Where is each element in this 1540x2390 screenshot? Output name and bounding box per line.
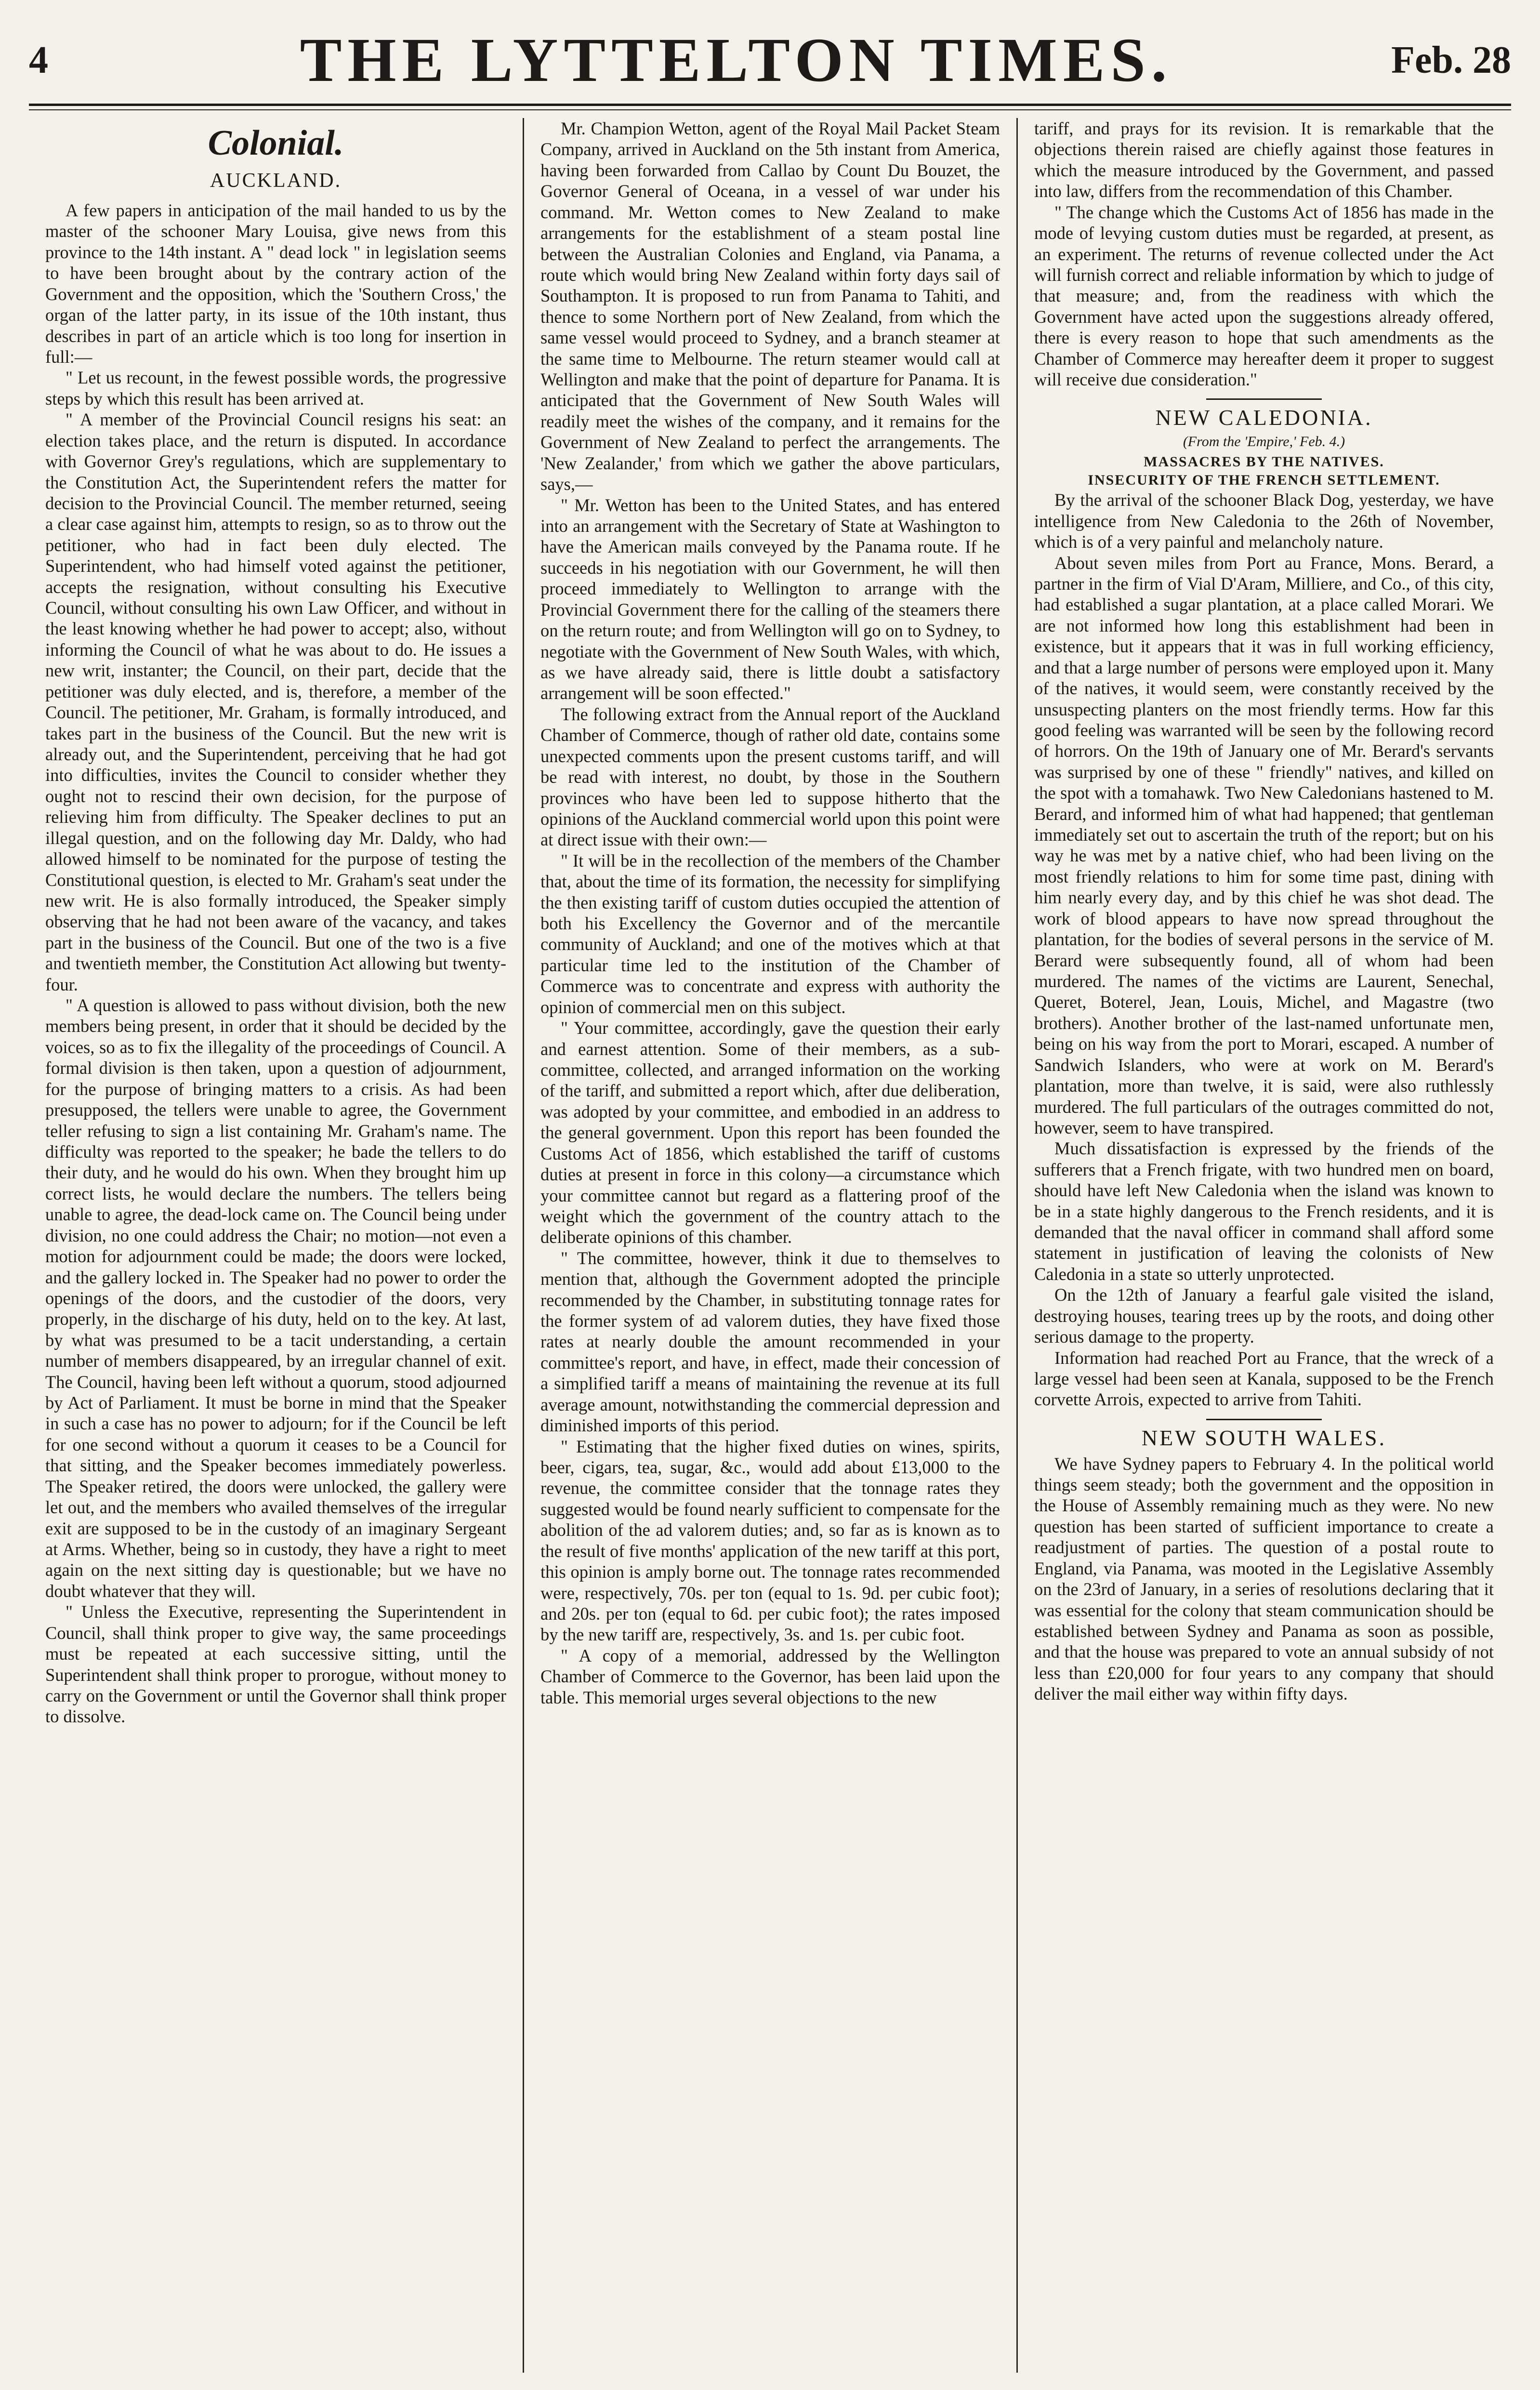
column-2	[523, 118, 1016, 2373]
paragraph: By the arrival of the schooner Black Dog, yesterday, we have intelligence from New Caledonia to the 26th of November, which is of a very painful and melancholy nature.	[1034, 490, 1494, 552]
paragraph: The following extract from the Annual report of the Auckland Chamber of Commerce, though of rather old date, contains some unexpected comments upon the present customs tariff, and will be read with interest, no doubt, by those in the Southern provinces who have been led to suppose hitherto that the opinions of the Auckland commercial world upon this point were at direct issue with their own:—	[540, 704, 1000, 850]
paragraph: Mr. Champion Wetton, agent of the Royal Mail Packet Steam Company, arrived in Auckland on the 5th instant from America, having been forwarded from Callao by Count Du Bouzet, the Governor General of Oceana, in a vessel of war under his command. Mr. Wetton comes to New Zealand to make arrangements for the establishment of a steam postal line between the Australian Colonies and England, via Panama, a route which would bring New Zealand within forty days sail of Southampton. It is proposed to run from Panama to Tahiti, and thence to some Northern port of New Zealand, from which the same vessel would proceed to Sydney, and a branch steamer at the same time to Melbourne. The return steamer would call at Wellington and make that the point of departure for Panama. It is anticipated that the Government of New South Wales will readily meet the wishes of the company, and it remains for the Government of New Zealand to perfect the arrangements. The 'New Zealander,' from which we gather the above particulars, says,—	[540, 119, 1000, 494]
issue-date: Feb. 28	[1391, 39, 1511, 81]
paragraph: " A copy of a memorial, addressed by the Wellington Chamber of Commerce to the Governor, has been laid upon the table. This memorial urges several objections to the new	[540, 1645, 1000, 1707]
page-number: 4	[29, 39, 48, 81]
column-1	[29, 118, 523, 2373]
paragraph: We have Sydney papers to February 4. In the political world things seem steady; both the government and the opposition in the House of Assembly remaining much as they were. No new question has been started of sufficient importance to create a readjustment of parties. The question of a postal route to England, via Panama, was mooted in the Legislative Assembly on the 23rd of January, in a series of resolutions declaring that it was essential for the colony that steam communication should be established between Sydney and Panama as soon as possible, and that the house was prepared to vote an annual subsidy of not less than £20,000 for four years to any company that should deliver the mail either way within fifty days.	[1034, 1453, 1494, 1704]
article-columns	[29, 118, 1511, 2373]
paragraph: " A question is allowed to pass without division, both the new members being present, in order that it should be decided by the voices, so as to fix the illegality of the proceedings of Council. A formal division is then taken, upon a question of adjournment, for the purpose of bringing matters to a crisis. As had been presupposed, the tellers were unable to agree, the Government teller refusing to sign a list containing Mr. Graham's name. The difficulty was reported to the speaker; he bade the tellers to do their duty, and he would do his own. When they brought him up correct lists, he would declare the numbers. The tellers being unable to agree, the dead-lock came on. The Council being under division, no one could address the Chair; no motion—not even a motion for adjournment could be made; the doors were locked, and the gallery locked in. The Speaker had no power to order the openings of the doors, and the custodier of the doors, very properly, in the discharge of his duty, held on to the key. At last, by what was presumed to be a tacit understanding, a certain number of members disappeared, by an irregular channel of exit. The Council, having been left without a quorum, stood adjourned by Act of Parliament. It must be borne in mind that the Speaker in such a case has no power to adjourn; for if the Council be left for one second without a quorum it ceases to be a Council for that sitting, and the Speaker becomes immediately powerless. The Speaker retired, the doors were unlocked, the gallery were let out, and the members who availed themselves of the irregular exit are supposed to be in the custody of an imaginary Sergeant at Arms. Whether, being so in custody, they have a right to meet again on the next sitting day is questionable; but we have no doubt whatever that they will.	[45, 995, 506, 1601]
masthead-rule	[29, 104, 1511, 110]
subheading-auckland: AUCKLAND.	[210, 170, 342, 192]
paragraph: Much dissatisfaction is expressed by the friends of the sufferers that a French frigate, with two hundred men on board, should have left New Caledonia when the island was known to be in a state highly dangerous to the French residents, and it is demanded that the naval officer in command shall afford some statement in justification of leaving the colonists of New Caledonia in a state so utterly unprotected.	[1034, 1138, 1494, 1284]
paragraph: " Mr. Wetton has been to the United States, and has entered into an arrangement with the Secretary of State at Washington to have the American mails conveyed by the Panama route. If he succeeds in his negotiation with our Government, he will then proceed immediately to Wellington to arrange with the Provincial Government there for the calling of the steamers there on the return route; and from Wellington will go on to Sydney, to negotiate with the Government of New South Wales, with which, as we have already said, there is little doubt a satisfactory arrangement will be soon effected."	[540, 495, 1000, 703]
newspaper-title: THE LYTTELTON TIMES.	[300, 26, 1173, 95]
paragraph: tariff, and prays for its revision. It is remarkable that the objections therein raised are chiefly against those features in which the measure introduced by the Government, and passed into law, differs from the recommendation of this Chamber.	[1034, 119, 1494, 201]
paragraph: " Estimating that the higher fixed duties on wines, spirits, beer, cigars, tea, sugar, &c., would add about £13,000 to the revenue, the committee consider that the tonnage rates they suggested would be found nearly sufficient to compensate for the abolition of the ad valorem duties; and, so far as is known as to the result of five months' application of the new tariff at this port, this opinion is amply borne out. The tonnage rates recommended were, respectively, 70s. per ton (equal to 1s. 9d. per cubic foot); and 20s. per ton (equal to 6d. per cubic foot); the rates imposed by the new tariff are, respectively, 3s. and 1s. per cubic foot.	[540, 1436, 1000, 1645]
section-title-new-caledonia: NEW CALEDONIA.	[1155, 405, 1373, 430]
paragraph: About seven miles from Port au France, Mons. Berard, a partner in the firm of Vial D'Aram, Milliere, and Co., of this city, had established a sugar plantation, at a place called Morari. We are not informed how long this establishment had been in existence, but it appears that it was in full working efficiency, and that a large number of persons were employed upon it. Many of the natives, it would seem, were constantly received by the unsuspecting planters on the most friendly terms. How far this good feeling was warranted will be seen by the following record of horrors. On the 19th of January one of Mr. Berard's servants was surprised by one of these " friendly" natives, and killed on the spot with a tomahawk. Two New Caledonians hastened to M. Berard, and informed him of what had happened; that gentleman immediately set out to ascertain the truth of the report; but on his way he was met by a native chief, who had been living on the most friendly relations to him for some time past, dining with him nearly every day, and by this chief he was shot dead. The work of blood appears to have now spread throughout the plantation, for the bodies of several persons in the service of M. Berard were subsequently found, all of whom had been murdered. The names of the victims are Laurent, Senechal, Queret, Boterel, Jean, Louis, Michel, and Magastre (two brothers). Another brother of the last-named unfortunate men, being on his way from the port to Morari, escaped. A number of Sandwich Islanders, who were at work on M. Berard's plantation, more than twelve, it is said, were also ruthlessly murdered. The full particulars of the outrages committed do not, however, seem to have transpired.	[1034, 553, 1494, 1137]
subheading-massacres: MASSACRES BY THE NATIVES.	[1144, 453, 1384, 470]
column-3	[1016, 118, 1510, 2373]
paragraph: On the 12th of January a fearful gale visited the island, destroying houses, tearing trees up by the roots, and doing other serious damage to the property.	[1034, 1285, 1494, 1347]
source-credit: (From the 'Empire,' Feb. 4.)	[1183, 434, 1345, 450]
subheading-insecurity: INSECURITY OF THE FRENCH SETTLEMENT.	[1088, 472, 1440, 488]
paragraph: A few papers in anticipation of the mail handed to us by the master of the schooner Mary Louisa, give news from this province to the 14th instant. A " dead lock " in legislation seems to have been brought about by the contrary action of the Government and the opposition, which the 'Southern Cross,' the organ of the latter party, in its issue of the 10th instant, thus describes in part of an article which is too long for insertion in full:—	[45, 200, 506, 367]
paragraph: " Let us recount, in the fewest possible words, the progressive steps by which this result has been arrived at.	[45, 368, 506, 409]
paragraph: Information had reached Port au France, that the wreck of a large vessel had been seen at Kanala, supposed to be the French corvette Arrois, expected to arrive from Tahiti.	[1034, 1347, 1494, 1410]
paragraph: " It will be in the recollection of the members of the Chamber that, about the time of its formation, the necessity for simplifying the then existing tariff of custom duties occupied the attention of both his Excellency the Governor and of the mercantile community of Auckland; and one of the motives which at that particular time led to the institution of the Chamber of Commerce was to concentrate and express with authority the opinion of commercial men on this subject.	[540, 850, 1000, 1017]
paragraph: " Your committee, accordingly, gave the question their early and earnest attention. Some of their members, as a sub-committee, collected, and arranged information on the working of the tariff, and submitted a report which, after due deliberation, was adopted by your committee, and embodied in an address to the general government. Upon this report has been founded the Customs Act of 1856, which established the tariff of customs duties at present in force in this colony—a circumstance which your committee cannot but regard as a flattering proof of the weight which the government of the country attach to the deliberate opinions of this chamber.	[540, 1018, 1000, 1247]
section-heading-colonial: Colonial.	[208, 123, 344, 163]
paragraph: " The committee, however, think it due to themselves to mention that, although the Government adopted the principle recommended by the Chamber, in substituting tonnage rates for the former system of ad valorem duties, they have fixed those rates at nearly double the amount recommended in your committee's report, and have, in effect, made their concession of a simplified tariff a means of maintaining the revenue at its full average amount, notwithstanding the commercial depression and diminished imports of this period.	[540, 1248, 1000, 1436]
masthead	[29, 19, 1511, 101]
section-divider	[1206, 1419, 1322, 1420]
paragraph: " A member of the Provincial Council resigns his seat: an election takes place, and the return is disputed. In accordance with Governor Grey's regulations, which are supplementary to the Constitution Act, the Superintendent refers the matter for decision to the Provincial Council. The member returned, seeing a clear case against him, attempts to resign, so as to throw out the petitioner, who had in fact been duly elected. The Superintendent, who had himself voted against the petitioner, accepts the resignation, without consulting his Executive Council, without consulting his own Law Officer, and without in the least knowing whether he had power to accept; also, without informing the Council of what he was about to do. He issues a new writ, instanter; the Council, on their part, decide that the petitioner was duly elected, and is, therefore, a member of the Council. The petitioner, Mr. Graham, is formally introduced, and takes part in the business of the Council. But the new writ is already out, and the Superintendent, perceiving that he had got into difficulties, invites the Council to consider whether they ought not to rescind their own decision, for the purpose of relieving him from difficulty. The Speaker declines to put an illegal question, and on the following day Mr. Daldy, who had allowed himself to be nominated for the purpose of testing the Constitutional question, is elected to Mr. Graham's seat under the new writ. He is also formally introduced, the Speaker simply observing that he had not been aware of the vacancy, and takes part in the business of the Council. But one of the two is a five and twentieth member, the Constitution Act allowing but twenty-four.	[45, 409, 506, 994]
section-title-new-south-wales: NEW SOUTH WALES.	[1141, 1425, 1387, 1450]
paragraph: " The change which the Customs Act of 1856 has made in the mode of levying custom duties must be regarded, at present, as an experiment. The returns of revenue collected under the Act will furnish correct and reliable information by which to judge of that measure; and, from the readiness with which the Government have acted upon the suggestions already offered, there is every reason to hope that such amendments as the Chamber of Commerce may hereafter deem it proper to suggest will receive due consideration."	[1034, 202, 1494, 390]
section-divider	[1206, 398, 1322, 400]
paragraph: " Unless the Executive, representing the Superintendent in Council, shall think proper to give way, the same proceedings must be repeated at each successive sitting, until the Superintendent shall think proper to prorogue, without money to carry on the Government or until the Governor shall think proper to dissolve.	[45, 1602, 506, 1727]
